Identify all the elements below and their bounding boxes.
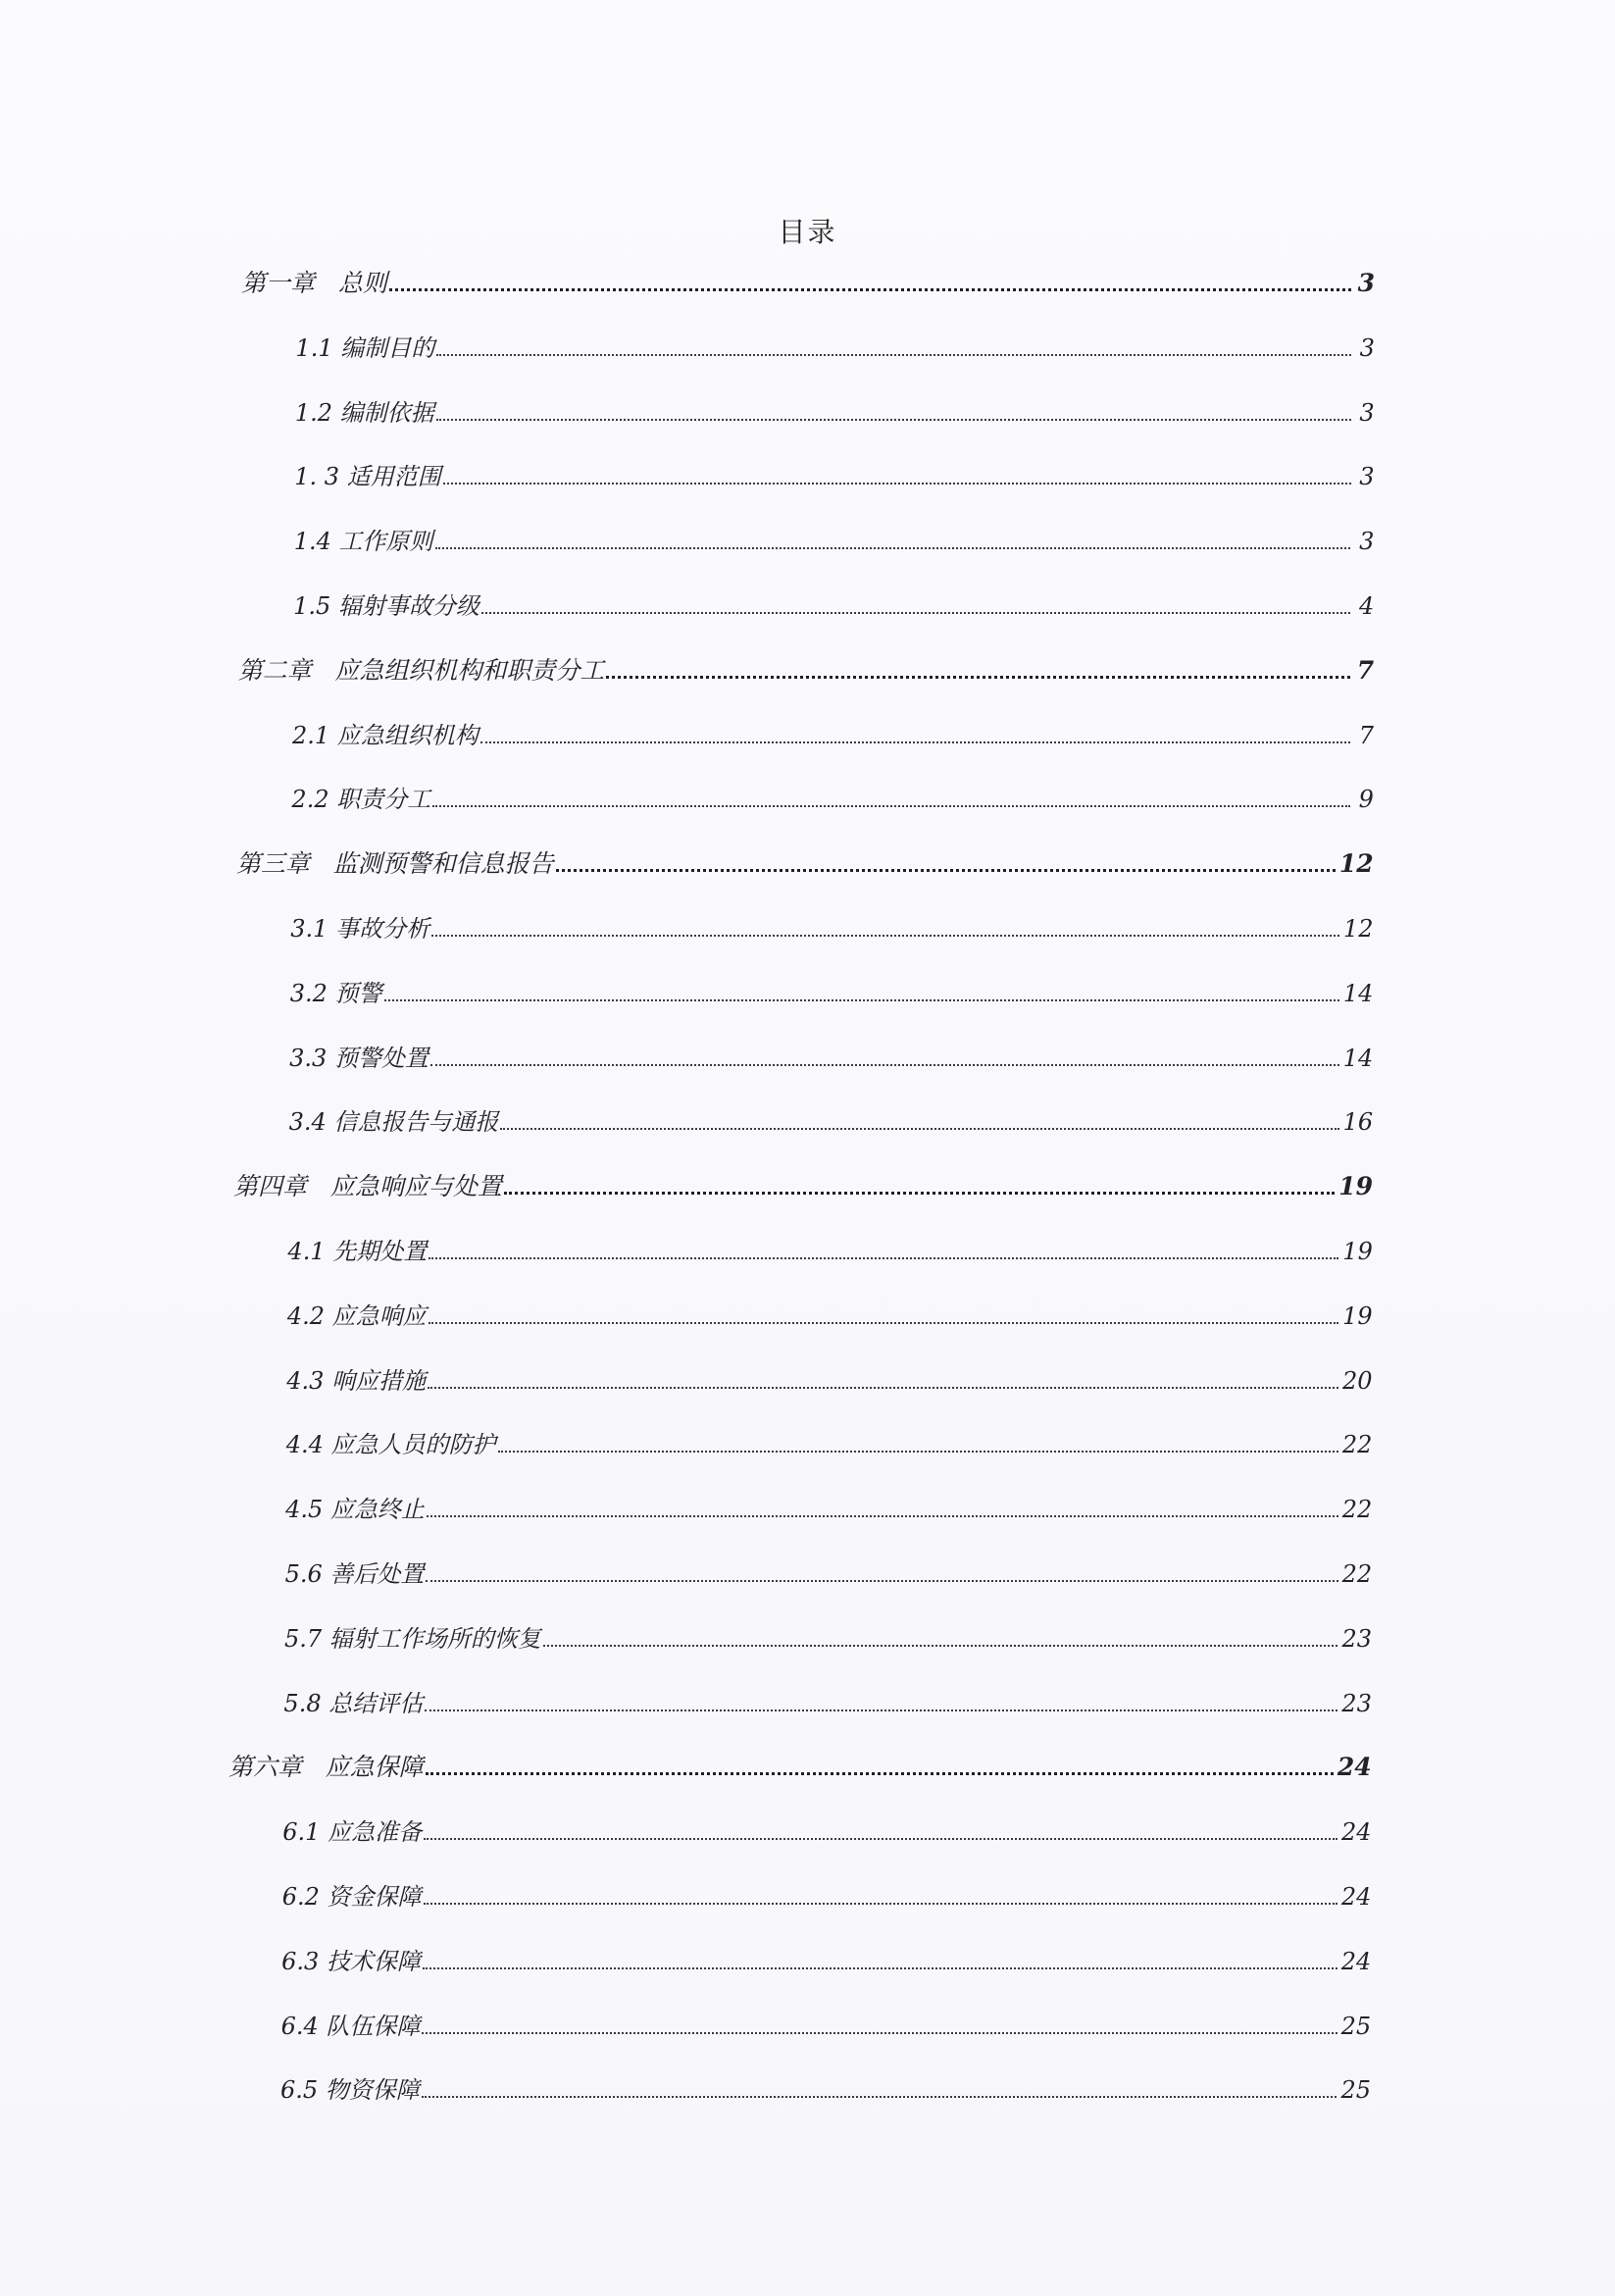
dot-leader bbox=[606, 676, 1350, 679]
toc-entry-label: 6.5 物资保障 bbox=[280, 2076, 420, 2105]
toc-entry-label: 2.1 应急组织机构 bbox=[292, 721, 479, 749]
dot-leader bbox=[435, 547, 1351, 549]
dot-leader bbox=[500, 1128, 1338, 1130]
toc-section-entry[interactable] bbox=[294, 525, 1375, 556]
dot-leader bbox=[424, 1838, 1337, 1840]
toc-section-entry[interactable] bbox=[284, 1622, 1372, 1654]
toc-entry-label: 6.2 资金保障 bbox=[281, 1883, 422, 1911]
toc-entry-page-number: 22 bbox=[1341, 1560, 1373, 1588]
toc-entry-page-number: 4 bbox=[1359, 592, 1375, 620]
dot-leader bbox=[431, 935, 1339, 937]
toc-section-entry[interactable] bbox=[286, 1364, 1372, 1396]
toc-entry-page-number: 19 bbox=[1342, 1301, 1373, 1330]
toc-section-entry[interactable] bbox=[282, 1815, 1371, 1847]
toc-entry-page-number: 16 bbox=[1342, 1108, 1374, 1137]
toc-entry-label: 第一章 总则 bbox=[241, 269, 387, 297]
toc-section-entry[interactable] bbox=[283, 1687, 1371, 1718]
toc-entry-page-number: 22 bbox=[1341, 1431, 1373, 1459]
dot-leader bbox=[428, 1387, 1338, 1389]
dot-leader bbox=[426, 1772, 1334, 1775]
dot-leader bbox=[422, 2032, 1337, 2034]
toc-entry-page-number: 7 bbox=[1356, 655, 1375, 685]
toc-entry-page-number: 14 bbox=[1342, 979, 1374, 1007]
toc-entry-page-number: 24 bbox=[1340, 1883, 1372, 1911]
dot-leader bbox=[498, 1451, 1338, 1453]
dot-leader bbox=[423, 1967, 1337, 1969]
toc-section-entry[interactable] bbox=[285, 1557, 1373, 1589]
toc-entry-label: 1.4 工作原则 bbox=[293, 528, 433, 556]
dot-leader bbox=[425, 1709, 1337, 1711]
toc-chapter-entry[interactable] bbox=[233, 1170, 1373, 1201]
toc-entry-label: 4.5 应急终止 bbox=[285, 1496, 425, 1524]
dot-leader bbox=[480, 741, 1350, 743]
toc-entry-page-number: 20 bbox=[1342, 1366, 1373, 1395]
toc-entry-label: 6.3 技术保障 bbox=[281, 1947, 421, 1975]
toc-section-entry[interactable] bbox=[294, 460, 1374, 491]
toc-entry-label: 第四章 应急响应与处置 bbox=[233, 1172, 502, 1201]
dot-leader bbox=[426, 1580, 1337, 1582]
toc-entry-page-number: 19 bbox=[1338, 1172, 1373, 1201]
toc-entry-page-number: 14 bbox=[1342, 1044, 1374, 1072]
dot-leader bbox=[443, 483, 1351, 485]
dot-leader bbox=[384, 999, 1339, 1001]
toc-entry-label: 4.3 响应措施 bbox=[286, 1366, 427, 1395]
toc-entry-page-number: 24 bbox=[1341, 1818, 1372, 1847]
toc-entry-label: 1. 3 适用范围 bbox=[294, 463, 441, 491]
toc-entry-label: 第二章 应急组织机构和职责分工 bbox=[237, 655, 605, 685]
dot-leader bbox=[424, 1903, 1337, 1905]
toc-entry-label: 4.1 先期处置 bbox=[287, 1238, 428, 1265]
toc-entry-page-number: 12 bbox=[1338, 849, 1374, 879]
toc-title: 目录 bbox=[778, 216, 837, 248]
dot-leader bbox=[430, 1064, 1339, 1066]
toc-entry-label: 3.1 事故分析 bbox=[290, 915, 430, 943]
toc-entry-label: 第六章 应急保障 bbox=[227, 1753, 424, 1782]
toc-section-entry[interactable] bbox=[285, 1493, 1372, 1524]
toc-entry-page-number: 3 bbox=[1359, 398, 1375, 427]
toc-section-entry[interactable] bbox=[289, 1042, 1373, 1073]
toc-section-entry[interactable] bbox=[280, 2073, 1371, 2105]
toc-chapter-entry[interactable] bbox=[238, 654, 1375, 686]
toc-entry-label: 1.5 辐射事故分级 bbox=[293, 592, 479, 620]
toc-entry-label: 1.2 编制依据 bbox=[294, 398, 434, 427]
toc-section-entry[interactable] bbox=[291, 783, 1373, 814]
dot-leader bbox=[429, 1322, 1339, 1324]
toc-entry-label: 2.2 职责分工 bbox=[291, 786, 431, 814]
toc-entry-page-number: 3 bbox=[1357, 269, 1375, 297]
toc-section-entry[interactable] bbox=[292, 719, 1374, 750]
dot-leader bbox=[436, 354, 1351, 356]
toc-chapter-entry[interactable] bbox=[241, 267, 1375, 298]
toc-section-entry[interactable] bbox=[287, 1300, 1373, 1331]
toc-entry-page-number: 19 bbox=[1342, 1238, 1373, 1265]
toc-section-entry[interactable] bbox=[290, 912, 1373, 944]
toc-section-entry[interactable] bbox=[281, 2010, 1372, 2041]
toc-entry-label: 3.3 预警处置 bbox=[289, 1044, 429, 1072]
dot-leader bbox=[504, 1192, 1335, 1195]
dot-leader bbox=[422, 2096, 1337, 2098]
toc-entry-page-number: 3 bbox=[1359, 528, 1375, 556]
toc-section-entry[interactable] bbox=[287, 1235, 1372, 1266]
dot-leader bbox=[432, 805, 1350, 807]
toc-section-entry[interactable] bbox=[290, 977, 1374, 1008]
toc-chapter-entry[interactable] bbox=[228, 1751, 1372, 1782]
toc-entry-label: 5.8 总结评估 bbox=[283, 1689, 424, 1717]
toc-section-entry[interactable] bbox=[295, 396, 1375, 428]
toc-entry-page-number: 7 bbox=[1358, 721, 1374, 749]
toc-section-entry[interactable] bbox=[293, 589, 1374, 621]
toc-entry-page-number: 12 bbox=[1343, 915, 1374, 943]
toc-entry-page-number: 24 bbox=[1340, 1947, 1372, 1975]
toc-section-entry[interactable] bbox=[281, 1945, 1371, 1976]
toc-entry-label: 6.4 队伍保障 bbox=[280, 2012, 421, 2040]
dot-leader bbox=[556, 869, 1336, 872]
toc-entry-page-number: 3 bbox=[1359, 463, 1375, 491]
toc-entry-label: 3.4 信息报告与通报 bbox=[288, 1108, 499, 1137]
toc-section-entry[interactable] bbox=[286, 1428, 1373, 1459]
toc-entry-page-number: 22 bbox=[1341, 1496, 1373, 1524]
toc-entry-label: 4.2 应急响应 bbox=[286, 1301, 427, 1330]
dot-leader bbox=[427, 1515, 1338, 1517]
dot-leader bbox=[436, 419, 1351, 421]
toc-chapter-entry[interactable] bbox=[236, 847, 1374, 879]
toc-section-entry[interactable] bbox=[289, 1105, 1374, 1137]
toc-entry-page-number: 25 bbox=[1340, 2076, 1371, 2105]
toc-entry-label: 第三章 监测预警和信息报告 bbox=[235, 849, 554, 879]
toc-entry-page-number: 3 bbox=[1359, 333, 1375, 362]
toc-section-entry[interactable] bbox=[282, 1880, 1372, 1912]
dot-leader bbox=[481, 612, 1350, 614]
dot-leader bbox=[543, 1645, 1338, 1647]
toc-entry-label: 3.2 预警 bbox=[289, 979, 382, 1007]
dot-leader bbox=[429, 1257, 1338, 1259]
toc-entry-page-number: 23 bbox=[1341, 1689, 1372, 1717]
toc-entry-page-number: 23 bbox=[1341, 1624, 1372, 1653]
toc-entry-label: 4.4 应急人员的防护 bbox=[285, 1431, 496, 1459]
dot-leader bbox=[389, 288, 1351, 291]
toc-entry-label: 5.7 辐射工作场所的恢复 bbox=[284, 1624, 541, 1653]
toc-section-entry[interactable] bbox=[295, 332, 1374, 363]
toc-entry-label: 5.6 善后处置 bbox=[284, 1560, 425, 1588]
toc-entry-label: 6.1 应急准备 bbox=[282, 1818, 423, 1847]
toc-entry-page-number: 25 bbox=[1340, 2012, 1372, 2040]
toc-entry-label: 1.1 编制目的 bbox=[295, 333, 435, 362]
toc-entry-page-number: 24 bbox=[1337, 1753, 1372, 1782]
toc-entry-page-number: 9 bbox=[1358, 786, 1374, 814]
